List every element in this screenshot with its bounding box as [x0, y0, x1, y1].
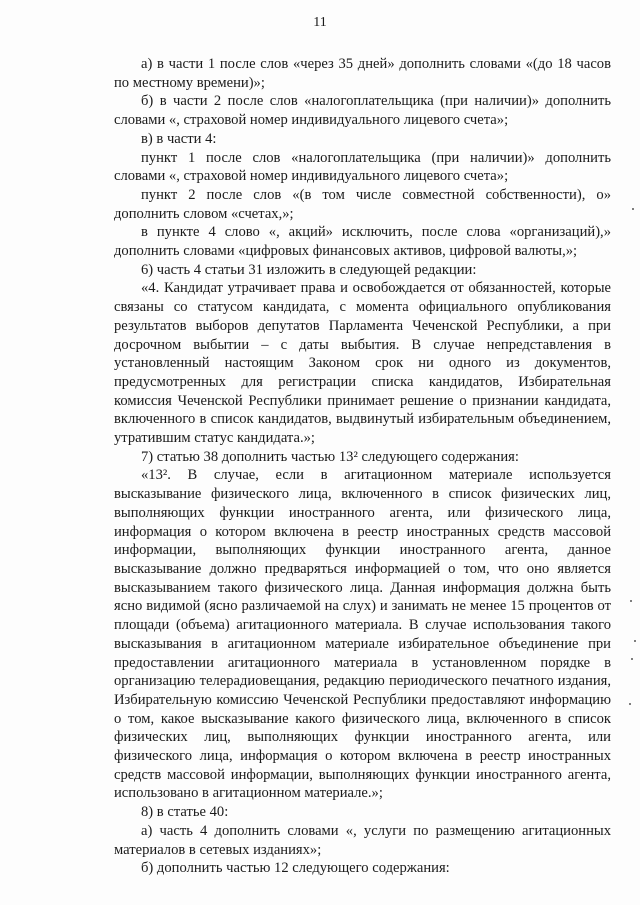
paragraph-item4-amendment: в пункте 4 слово «, акций» исключить, после слова «организаций),» дополнить словами «цифровых финансовых активов, цифровой валюты,»; [114, 224, 611, 260]
paragraph-part1-amendment: а) в части 1 после слов «через 35 дней» дополнить словами «(до 18 часов по местному времени)»; [114, 56, 611, 91]
paragraph-item1-amendment: пункт 1 после слов «налогоплательщика (при наличии)» дополнить словами «, страховой номер индивидуального лицевого счета»; [114, 149, 611, 185]
paragraph-article31-text: «4. Кандидат утрачивает права и освобождается от обязанностей, которые связаны со статусом кандидата, с момента официального опубликования результатов выборов депутатов Парламента Чеченской Республики, а при досрочном выбытии – с даты выбытия. В случае непредставления в установленный настоящим Законом срок ни одного из документов, предусмотренных для регистрации списка кандидатов, Избирательная комиссия Чеченской Республики принимает решение о признании кандидата, включенного в список кандидатов, выдвинутый избирательным объединением, утратившим статус кандидата.»; [114, 280, 611, 447]
paragraph-part4-heading: в) в части 4: [141, 130, 217, 147]
scan-speck [629, 703, 631, 705]
scan-speck [634, 640, 636, 642]
paragraph-article40-part12: б) дополнить частью 12 следующего содержания: [141, 860, 450, 877]
paragraph-article38-heading: 7) статью 38 дополнить частью 13² следующего содержания: [141, 448, 519, 465]
document-text [114, 55, 611, 878]
paragraph-article31-heading: 6) часть 4 статьи 31 изложить в следующей редакции: [141, 261, 477, 278]
paragraph-article40-heading: 8) в статье 40: [141, 804, 229, 821]
paragraph-item2-amendment: пункт 2 после слов «(в том числе совместной собственности), о» дополнить словом «счетах,»; [114, 186, 611, 222]
page-number: 11 [313, 15, 327, 30]
scan-speck [632, 208, 634, 210]
scan-speck [631, 658, 633, 660]
scan-speck [630, 600, 632, 602]
paragraph-article38-text: «13². В случае, если в агитационном материале используется высказывание физического лица, включенного в список физических лиц, выполняющих функции иностранного агента, или физического лица, информация о котором включена в реестр иностранных средств массовой информации, выполняющих функции иностранного агента, данное высказывание должно предваряться информацией о том, что оно является высказыванием такого физического лица. Данная информация должна быть ясно видимой (ясно различаемой на слух) и занимать не менее 15 процентов от площади (объема) агитационного материала. В случае использования такого высказывания в агитационном материале избирательное объединение при предоставлении агитационного материала в установленном порядке в организацию телерадиовещания, редакцию периодического печатного издания, Избирательную комиссию Чеченской Республики предоставляют информацию о том, какое высказывание какого физического лица, включенного в список физических лиц, выполняющих функции иностранного агента, или физического лица, информация о котором включена в реестр иностранных средств массовой информации, выполняющих функции иностранного агента, использовано в агитационном материале.»; [114, 467, 611, 802]
paragraph-article40-part4: а) часть 4 дополнить словами «, услуги по размещению агитационных материалов в сетевых изданиях»; [114, 822, 611, 858]
paragraph-part2-amendment: б) в части 2 после слов «налогоплательщика (при наличии)» дополнить словами «, страховой номер индивидуального лицевого счета»; [114, 93, 611, 129]
